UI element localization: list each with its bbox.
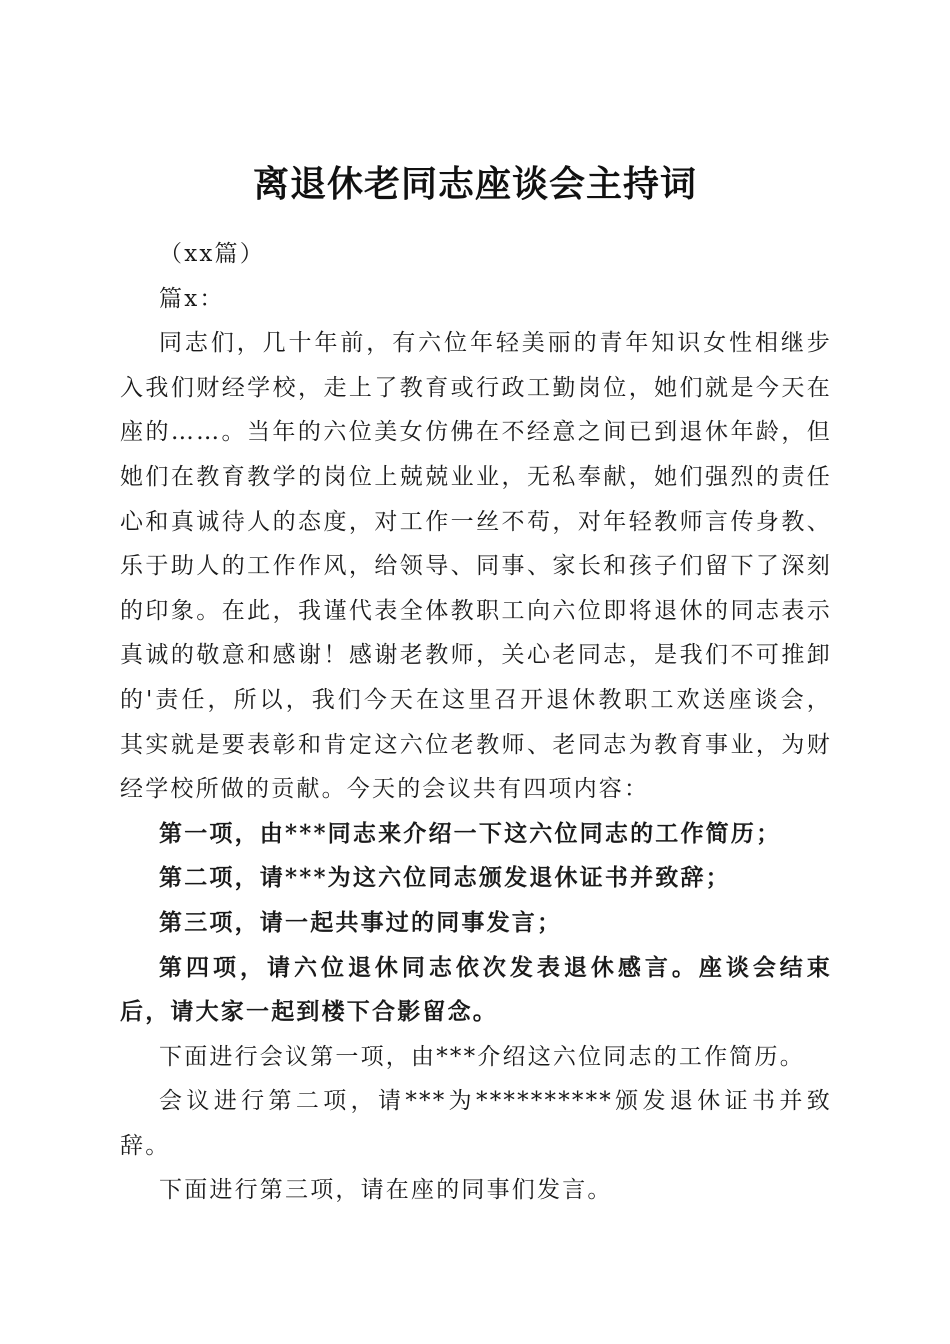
proceeding-paragraph-2: 会议进行第二项，请***为**********颁发退休证书并致辞。 — [120, 1088, 832, 1159]
section-label-paragraph: 篇x： — [159, 285, 225, 312]
proceeding-paragraph-1: 下面进行会议第一项，由***介绍这六位同志的工作简历。 — [159, 1043, 805, 1070]
document-body — [120, 232, 832, 1213]
agenda-item-1: 第一项，由***同志来介绍一下这六位同志的工作简历； — [159, 819, 782, 847]
agenda-item-4: 第四项，请六位退休同志依次发表退休感言。座谈会结束后，请大家一起到楼下合影留念。 — [120, 953, 832, 1026]
intro-paragraph: 同志们，几十年前，有六位年轻美丽的青年知识女性相继步入我们财经学校，走上了教育或行政工勤岗位，她们就是今天在座的……。当年的六位美女仿佛在不经意之间已到退休年龄，但她们在教育教学的岗位上兢兢业业，无私奉献，她们强烈的责任心和真诚待人的态度，对工作一丝不苟，对年轻教师言传身教、乐于助人的工作作风，给领导、同事、家长和孩子们留下了深刻的印象。在此，我谨代表全体教职工向六位即将退休的同志表示真诚的敬意和感谢！感谢老教师，关心老同志，是我们不可推卸的'责任，所以，我们今天在这里召开退休教职工欢送座谈会，其实就是要表彰和肯定这六位老教师、老同志为教育事业，为财经学校所做的贡献。今天的会议共有四项内容： — [120, 330, 832, 803]
agenda-item-3: 第三项，请一起共事过的同事发言； — [159, 908, 563, 936]
subtitle-paragraph: （xx篇） — [159, 241, 265, 267]
agenda-item-2: 第二项，请***为这六位同志颁发退休证书并致辞； — [159, 864, 731, 892]
proceeding-paragraph-3: 下面进行第三项，请在座的同事们发言。 — [159, 1177, 613, 1204]
page-title: 离退休老同志座谈会主持词 — [252, 163, 697, 206]
